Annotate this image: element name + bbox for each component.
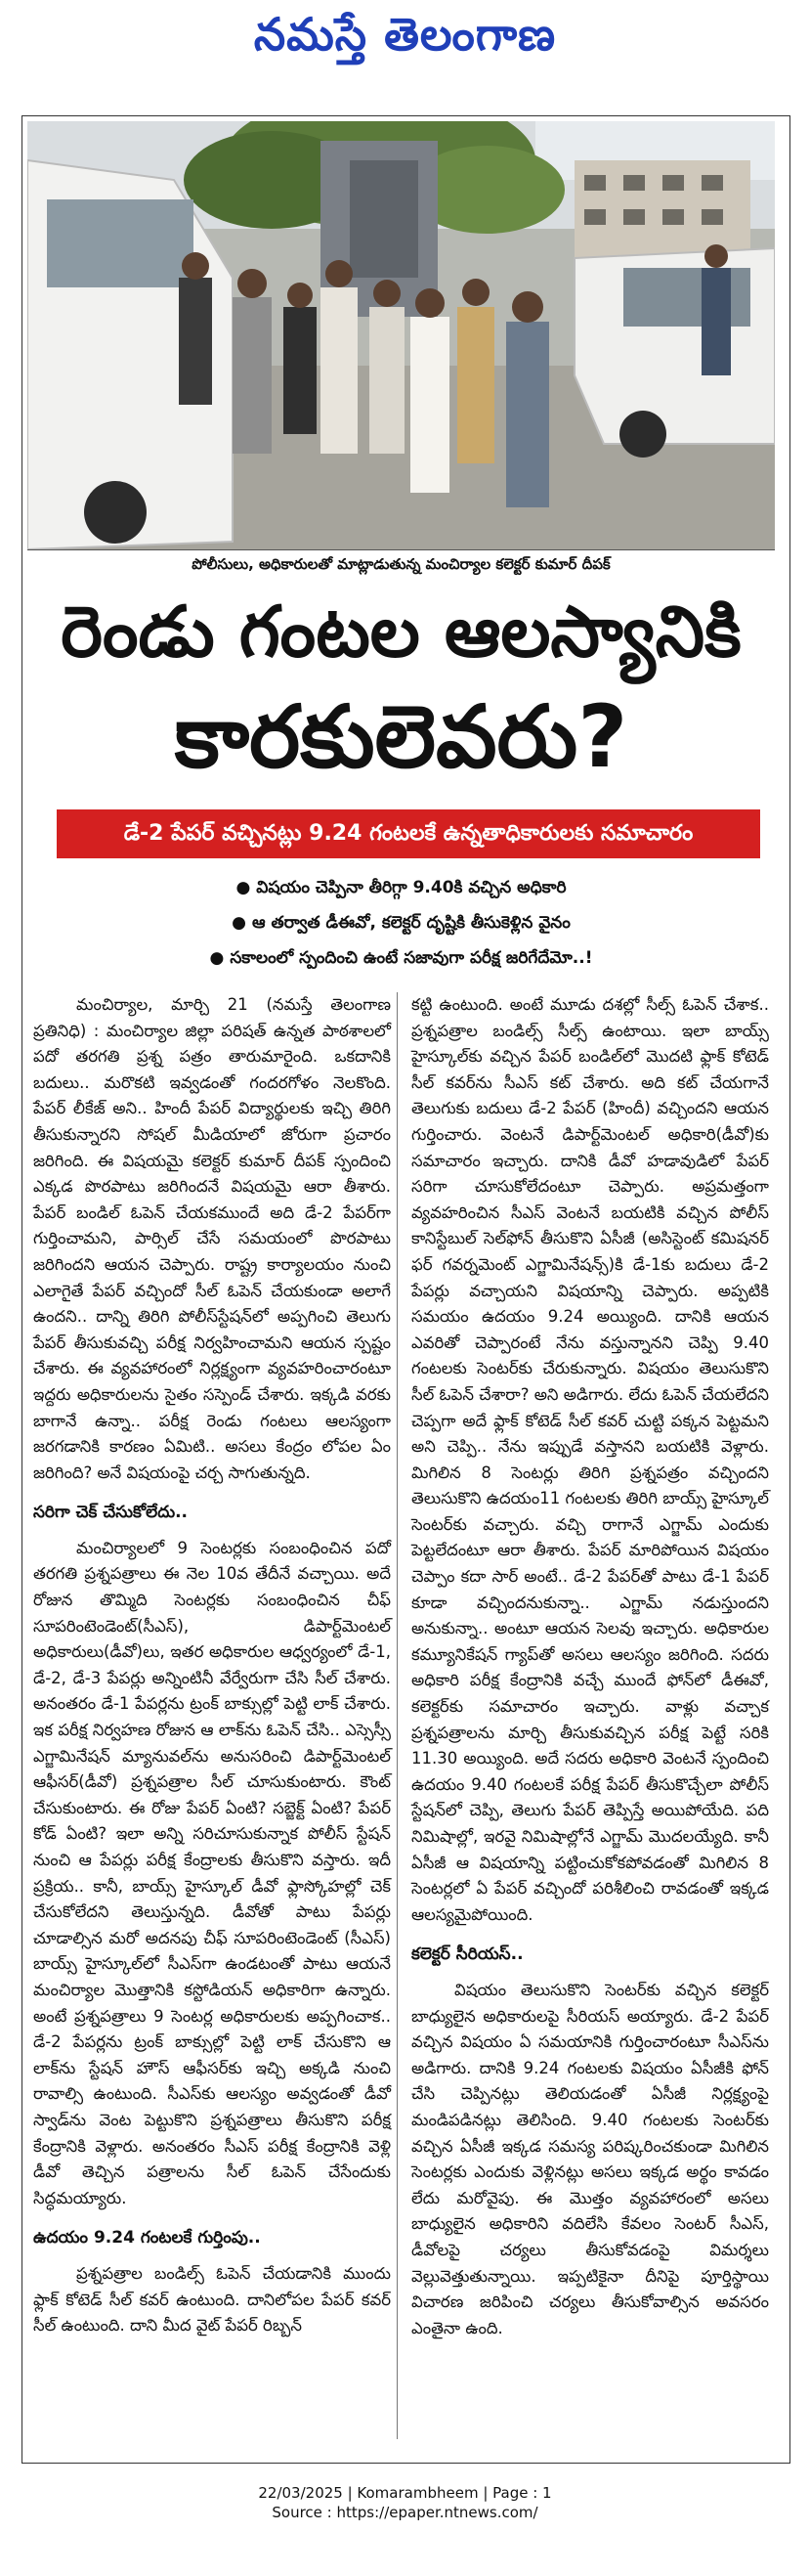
left-column: [33, 992, 391, 2339]
bullet-dot-icon: ●: [235, 878, 251, 897]
left-subhead-1: సరిగా చెక్ చేసుకోలేదు..: [33, 1503, 189, 1523]
left-paragraph-2: మంచిర్యాలలో 9 సెంటర్లకు సంబంధించిన పదో తరగతి ప్రశ్నపత్రాలు ఈ నెల 10వ తేదీనే వచ్చాయి. అదే రోజున తొమ్మిది సెంటర్లకు సంబంధించిన చీఫ్ సూపరింటెండెంట్(సీఎస్), డిపార్ట్‌మెంటల్ అధికారులు(డీవో)లు, ఇతర అధికారుల ఆధ్వర్యంలో డే-1, డే-2, డే-3 పేపర్లు అన్నింటినీ వేర్వేరుగా చేసి సీల్ చేశారు. అనంతరం డే-1 పేపర్లను ట్రంక్ బాక్సుల్లో పెట్టి లాక్ చేశారు. ఇక పరీక్ష నిర్వహణ రోజున ఆ లాక్‌ను ఓపెన్ చేసి.. ఎస్సెస్సీ ఎగ్జామినేషన్ మ్యానువల్‌ను అనుసరించి డిపార్ట్‌మెంటల్ ఆఫీసర్(డీవో) ప్రశ్నపత్రాల సీల్ చూసుకుంటారు. కౌంట్ చేసుకుంటారు. ఈ రోజు పేపర్ ఏంటి? సబ్జెక్ట్ ఏంటి? పేపర్ కోడ్ ఏంటి? ఇలా అన్ని సరిచూసుకున్నాక పోలీస్ స్టేషన్ నుంచి ఆ పేపర్లు పరీక్ష కేంద్రాలకు తీసుకొని వస్తారు. ఇదీ ప్రక్రియ.. కానీ, బాయ్స్ హైస్కూల్ డీవో ఫ్లాస్కోహల్లో చెక్ చేసుకోలేదని తెలుస్తున్నది. డీవోతో పాటు పేపర్లు చూడాల్సిన మరో అదనపు చీఫ్ సూపరింటెండెంట్ (సీఎస్) బాయ్స్ హైస్కూల్‌లో సీఎస్‌గా ఉండటంతో పాటు ఆయనే మంచిర్యాల మొత్తానికి కస్టోడియన్ అధికారిగా ఉన్నారు. అంటే ప్రశ్నపత్రాలు 9 సెంటర్ల అధికారులకు అప్పగించాక.. డే-2 పేపర్లను ట్రంక్ బాక్సుల్లో పెట్టి లాక్ చేసుకొని ఆ లాక్‌ను స్టేషన్ హౌస్ ఆఫీసర్‌కు ఇచ్చి అక్కడి నుంచి రావాల్సి ఉంటుంది. సీఎస్‌కు ఆలస్యం అవ్వడంతో డీవో స్వాడ్‌ను వెంట పెట్టుకొని ప్రశ్నపత్రాలు తీసుకొని పరీక్ష కేంద్రానికి వెళ్లారు. అనంతరం సీఎస్ పరీక్ష కేంద్రానికి వెళ్లి డీవో తెచ్చిన పత్రాలను సీల్ ఓపెన్ చేసేందుకు సిద్ధమయ్యారు.: [33, 1538, 391, 2207]
right-column: [411, 992, 769, 2341]
subheadline-banner: డే-2 పేపర్ వచ్చినట్లు 9.24 గంటలకే ఉన్నతాధికారులకు సమాచారం: [57, 809, 760, 858]
bullet-1: [27, 878, 775, 901]
news-photo: [27, 121, 775, 550]
bullet-dot-icon: ●: [209, 948, 225, 968]
column-divider: [397, 992, 398, 2439]
headline-line1: రెండు గంటల ఆలస్యానికి: [61, 590, 742, 673]
right-subhead-1: కలెక్టర్ సీరియస్..: [411, 1944, 524, 1965]
bullet-2: [27, 913, 775, 937]
footer-source-line: Source : https://epaper.ntnews.com/: [272, 2504, 538, 2521]
right-paragraph-1: కట్టి ఉంటుంది. అంటే మూడు దశల్లో సీల్స్ ఓపెన్ చేశాక.. ప్రశ్నపత్రాల బండిల్స్ సీల్స్ ఉంటాయి. ఇలా బాయ్స్ హైస్కూల్‌కు వచ్చిన పేపర్ బండిల్‌లో మొదటి ఫ్లాక్ కోటెడ్ సీల్ కవర్‌ను సీఎస్ కట్ చేశారు. అది కట్ చేయగానే తెలుగుకు బదులు డే-2 పేపర్ (హిందీ) వచ్చిందని ఆయన గుర్తించారు. వెంటనే డిపార్ట్‌మెంటల్ అధికారి(డీవో)కు సమాచారం ఇచ్చారు. దానికి డీవో హడావుడిలో పేపర్ సరిగా చూసుకోలేదంటూ చెప్పారు. అప్రమత్తంగా వ్యవహరించిన సీఎస్ వెంటనే బయటికి వచ్చిన పోలీస్ కానిస్టేబుల్ సెల్‌ఫోన్ తీసుకొని ఏసీజీ (అసిస్టెంట్ కమిషనర్ ఫర్ గవర్నమెంట్ ఎగ్జామినేషన్స్)కి డే-1కు బదులు డే-2 పేపర్లు వచ్చాయని విషయాన్ని చెప్పారు. అప్పటికి సమయం ఉదయం 9.24 అయ్యింది. దానికి ఆయన ఎవరితో చెప్పారంటే నేను వస్తున్నానని చెప్పి 9.40 గంటలకు సెంటర్‌కు చేరుకున్నారు. విషయం తెలుసుకొని సీల్ ఓపెన్ చేశారా? అని అడిగారు. లేదు ఓపెన్ చేయలేదని చెప్పగా అదే ఫ్లాక్ కోటెడ్ సీల్ కవర్ చుట్టి పక్కన పెట్టమని అని చెప్పి.. నేను ఇప్పుడే వస్తానని బయటికి వెళ్లారు. మిగిలిన 8 సెంటర్లు తిరిగి ప్రశ్నపత్రం వచ్చిందని తెలుసుకొని ఉదయం11 గంటలకు తిరిగి బాయ్స్ హైస్కూల్ సెంటర్‌కు వచ్చారు. వచ్చి రాగానే ఎగ్జామ్ ఎందుకు పెట్టలేదంటూ ఆరా తీశారు. పేపర్ మారిపోయిన విషయం చెప్పాం కదా సార్ అంటే.. డే-2 పేపర్‌తో పాటు డే-1 పేపర్ కూడా వచ్చిందనుకున్నా.. ఎగ్జామ్ నడుస్తుందని అనుకున్నా.. అంటూ ఆయన సెలవు ఇచ్చారు. అధికారుల కమ్యూనికేషన్ గ్యాప్‌తో అసలు ఆలస్యం జరిగింది. సదరు అధికారి పరీక్ష కేంద్రానికి వచ్చే ముందే ఫోన్‌లో డీఈవో, కలెక్టర్‌కు సమాచారం ఇచ్చారు. వాళ్లు వచ్చాక ప్రశ్నపత్రాలను మార్చి తీసుకువచ్చిన పరీక్ష పెట్టే సరికి 11.30 అయ్యింది. అదే సదరు అధికారి వెంటనే స్పందించి ఉదయం 9.40 గంటలకే పరీక్ష పేపర్ తీసుకొచ్చేలా పోలీస్ స్టేషన్‌లో చెప్పి, తెలుగు పేపర్ తెప్పిస్తే అయిపోయేది. పది నిమిషాల్లో, ఇరవై నిమిషాల్లోనే ఎగ్జామ్ మొదలయ్యేది. కానీ ఏసీజీ ఆ విషయాన్ని పట్టించుకోకపోవడంతో మిగిలిన 8 సెంటర్లలో ఏ పేపర్ వచ్చిందో పరిశీలించి రావడంతో ఇక్కడ ఆలస్యమైపోయింది.: [411, 995, 769, 1924]
bullet-2-text: ఆ తర్వాత డీఈవో, కలెక్టర్ దృష్టికి తీసుకెళ్లిన వైనం: [251, 913, 571, 933]
headline-line2: కారకులెవరు?: [174, 686, 628, 787]
news-photo-illustration: [27, 121, 775, 549]
bullet-1-text: విషయం చెప్పినా తీరిగ్గా 9.40కి వచ్చిన అధికారి: [256, 878, 567, 897]
left-subhead-2: ఉదయం 9.24 గంటలకే గుర్తింపు..: [33, 2228, 261, 2249]
bullet-3-text: సకాలంలో స్పందించి ఉంటే సజావుగా పరీక్ష జరిగేదేమో..!: [230, 948, 593, 968]
bullet-dot-icon: ●: [232, 913, 246, 933]
newspaper-masthead: నమస్తే తెలంగాణ: [253, 8, 557, 61]
left-paragraph-3: ప్రశ్నపత్రాల బండిల్స్ ఓపెన్ చేయడానికి ముందు ఫ్లాక్ కోటెడ్ సీల్ కవర్ ఉంటుంది. దానిలోపల పేపర్ కవర్ సీల్ ఉంటుంది. దాని మీద వైట్ పేపర్ రిబ్బన్: [33, 2263, 391, 2336]
right-paragraph-2: విషయం తెలుసుకొని సెంటర్‌కు వచ్చిన కలెక్టర్ బాధ్యులైన అధికారులపై సీరియస్ అయ్యారు. డే-2 పేపర్ వచ్చిన విషయం ఏ సమయానికి గుర్తించారంటూ సీఎస్‌ను అడిగారు. దానికి 9.24 గంటలకు విషయం ఏసీజీకి ఫోన్ చేసి చెప్పినట్లు తెలియడంతో ఏసీజీ నిర్లక్ష్యంపై మండిపడినట్లు తెలిసింది. 9.40 గంటలకు సెంటర్‌కు వచ్చిన ఏసీజీ ఇక్కడ సమస్య పరిష్కరించకుండా మిగిలిన సెంటర్లకు ఎందుకు వెళ్లినట్లు అసలు ఇక్కడ అర్థం కావడం లేదు మరోవైపు. ఈ మొత్తం వ్యవహారంలో అసలు బాధ్యులైన అధికారిని వదిలేసి కేవలం సెంటర్ సీఎస్, డీవోలపై చర్యలు తీసుకోవడంపై విమర్శలు వెల్లువెత్తుతున్నాయి. ఇప్పటికైనా దీనిపై పూర్తిస్థాయి విచారణ జరిపించి చర్యలు తీసుకోవాల్సిన అవసరం ఎంతైనా ఉంది.: [411, 1980, 769, 2337]
bullet-3: [27, 948, 775, 972]
left-paragraph-1: మంచిర్యాల, మార్చి 21 (నమస్తే తెలంగాణ ప్రతినిధి) : మంచిర్యాల జిల్లా పరిషత్ ఉన్నత పాఠశాలలో పదో తరగతి ప్రశ్న పత్రం తారుమారైంది. ఒకదానికి బదులు.. మరొకటి ఇవ్వడంతో గందరగోళం నెలకొంది. పేపర్ లీకేజ్ అని.. హిందీ పేపర్ విద్యార్థులకు ఇచ్చి తిరిగి తీసుకున్నారని సోషల్ మీడియాలో జోరుగా ప్రచారం జరిగింది. ఈ విషయమై కలెక్టర్ కుమార్ దీపక్ స్పందించి ఎక్కడ పొరపాటు జరిగిందనే విషయమై ఆరా తీశారు. పేపర్ బండిల్ ఓపెన్ చేయకముందే అది డే-2 పేపర్‌గా గుర్తించామని, పార్సిల్ చేసే సమయంలో పొరపాటు జరిగిందని ఆయన చెప్పారు. రాష్ట్ర కార్యాలయం నుంచి ఎలాగైతే పేపర్ వచ్చిందో సీల్ ఓపెన్ చేయకుండా అలాగే ఉందని.. దాన్ని తిరిగి పోలీస్‌స్టేషన్‌లో అప్పగించి తెలుగు పేపర్ తీసుకువచ్చి పరీక్ష నిర్వహించామని ఆయన స్పష్టం చేశారు. ఈ వ్యవహారంలో నిర్లక్ష్యంగా వ్యవహరించారంటూ ఇద్దరు అధికారులను సైతం సస్పెండ్ చేశారు. ఇక్కడి వరకు బాగానే ఉన్నా.. పరీక్ష రెండు గంటలు ఆలస్యంగా జరగడానికి కారణం ఏమిటి.. అసలు కేంద్రం లోపల ఏం జరిగింది? అనే విషయంపై చర్చ సాగుతున్నది.: [33, 995, 391, 1482]
photo-caption: పోలీసులు, అధికారులతో మాట్లాడుతున్న మంచిర్యాల కలెక్టర్ కుమార్ దీపక్: [192, 555, 611, 573]
page-footer: [0, 2483, 810, 2522]
footer-date-line: 22/03/2025 | Komarambheem | Page : 1: [258, 2484, 552, 2502]
